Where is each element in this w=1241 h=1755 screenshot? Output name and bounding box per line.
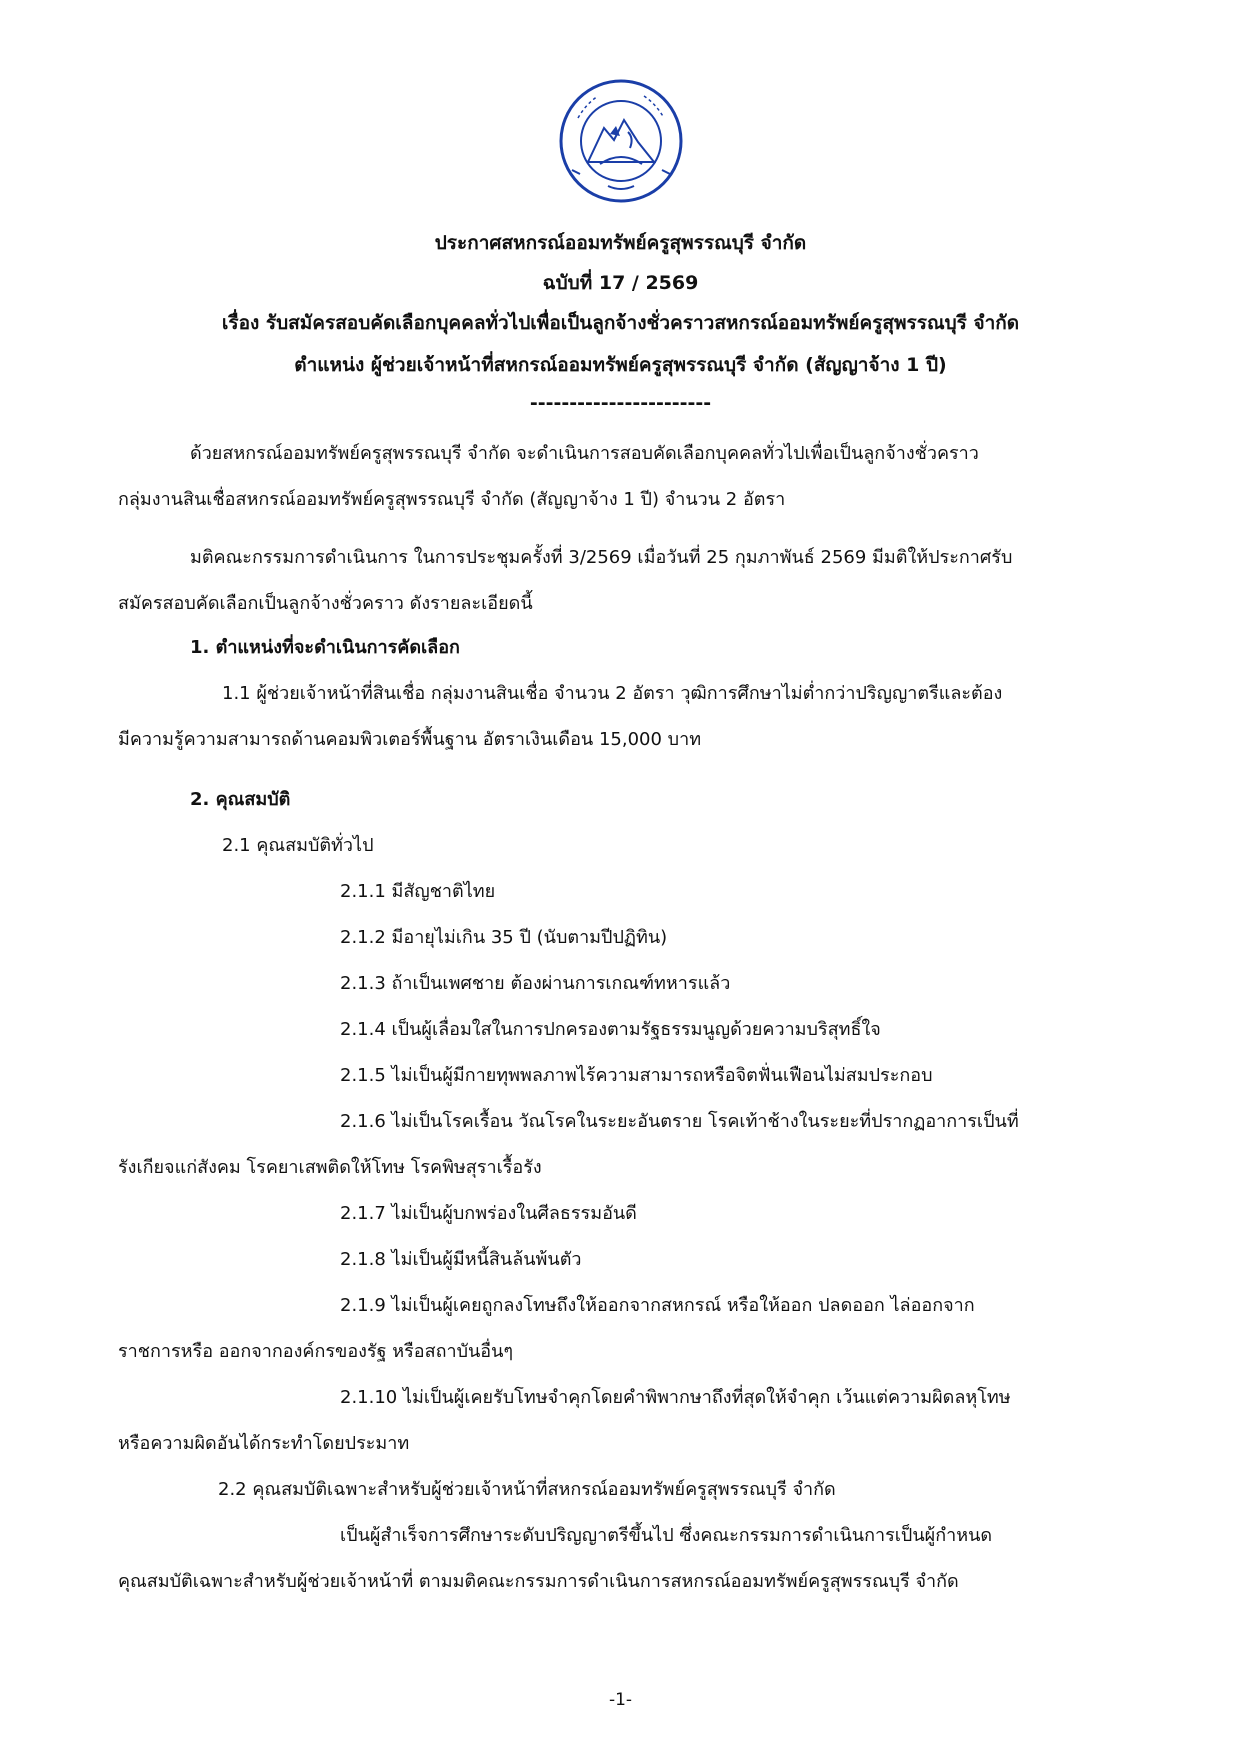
section-1-heading: 1. ตำแหน่งที่จะดำเนินการคัดเลือก: [190, 637, 460, 658]
intro-paragraph-2-line-2: สมัครสอบคัดเลือกเป็นลูกจ้างชั่วคราว ดังรายละเอียดนี้: [118, 593, 533, 614]
qualification-2-1-8: 2.1.8 ไม่เป็นผู้มีหนี้สินล้นพ้นตัว: [340, 1249, 582, 1270]
qualification-2-1-9-line-2: ราชการหรือ ออกจากองค์กรของรัฐ หรือสถาบันอื่นๆ: [118, 1341, 514, 1362]
cooperative-seal-logo: [558, 78, 684, 204]
qualification-2-1-5: 2.1.5 ไม่เป็นผู้มีกายทุพพลภาพไร้ความสามารถหรือจิตฟั่นเฟือนไม่สมประกอบ: [340, 1065, 933, 1086]
section-2-heading: 2. คุณสมบัติ: [190, 789, 291, 810]
announcement-subject: เรื่อง รับสมัครสอบคัดเลือกบุคคลทั่วไปเพื่อเป็นลูกจ้างชั่วคราวสหกรณ์ออมทรัพย์ครูสุพรรณบุรี จำกัด: [221, 312, 1020, 334]
intro-paragraph-2-line-1: มติคณะกรรมการดำเนินการ ในการประชุมครั้งที่ 3/2569 เมื่อวันที่ 25 กุมภาพันธ์ 2569 มีมติให้ประกาศรับ: [190, 547, 1013, 568]
announcement-title: ประกาศสหกรณ์ออมทรัพย์ครูสุพรรณบุรี จำกัด: [434, 232, 807, 254]
qualification-2-1-6-line-2: รังเกียจแก่สังคม โรคยาเสพติดให้โทษ โรคพิษสุราเรื้อรัง: [118, 1157, 542, 1178]
announcement-number: ฉบับที่ 17 / 2569: [542, 272, 699, 294]
qualification-2-1-3: 2.1.3 ถ้าเป็นเพศชาย ต้องผ่านการเกณฑ์ทหารแล้ว: [340, 973, 731, 994]
section-1-item-line-1: 1.1 ผู้ช่วยเจ้าหน้าที่สินเชื่อ กลุ่มงานสินเชื่อ จำนวน 2 อัตรา วุฒิการศึกษาไม่ต่ำกว่าปริญญาตรีและต้อง: [222, 683, 1003, 704]
qualification-2-1-1: 2.1.1 มีสัญชาติไทย: [340, 881, 496, 902]
intro-paragraph-1-line-1: ด้วยสหกรณ์ออมทรัพย์ครูสุพรรณบุรี จำกัด จะดำเนินการสอบคัดเลือกบุคคลทั่วไปเพื่อเป็นลูกจ้างชั่วคราว: [190, 443, 979, 464]
header-separator: -----------------------: [529, 392, 712, 414]
qualification-2-1-4: 2.1.4 เป็นผู้เลื่อมใสในการปกครองตามรัฐธรรมนูญด้วยความบริสุทธิ์ใจ: [340, 1019, 881, 1040]
qualification-2-1-6-line-1: 2.1.6 ไม่เป็นโรคเรื้อน วัณโรคในระยะอันตราย โรคเท้าช้างในระยะที่ปรากฏอาการเป็นที่: [340, 1111, 1019, 1132]
section-1-item-line-2: มีความรู้ความสามารถด้านคอมพิวเตอร์พื้นฐาน อัตราเงินเดือน 15,000 บาท: [118, 729, 702, 750]
qualification-2-1-10-line-2: หรือความผิดอันได้กระทำโดยประมาท: [118, 1433, 410, 1454]
section-2-2-heading: 2.2 คุณสมบัติเฉพาะสำหรับผู้ช่วยเจ้าหน้าที่สหกรณ์ออมทรัพย์ครูสุพรรณบุรี จำกัด: [218, 1479, 836, 1500]
qualification-2-1-7: 2.1.7 ไม่เป็นผู้บกพร่องในศีลธรรมอันดี: [340, 1203, 637, 1224]
section-2-1-heading: 2.1 คุณสมบัติทั่วไป: [222, 835, 374, 856]
qualification-2-1-9-line-1: 2.1.9 ไม่เป็นผู้เคยถูกลงโทษถึงให้ออกจากสหกรณ์ หรือให้ออก ปลดออก ไล่ออกจาก: [340, 1295, 975, 1316]
qualification-2-1-10-line-1: 2.1.10 ไม่เป็นผู้เคยรับโทษจำคุกโดยคำพิพากษาถึงที่สุดให้จำคุก เว้นแต่ความผิดลหุโทษ: [340, 1387, 1011, 1408]
section-2-2-paragraph-line-1: เป็นผู้สำเร็จการศึกษาระดับปริญญาตรีขึ้นไป ซึ่งคณะกรรมการดำเนินการเป็นผู้กำหนด: [340, 1525, 993, 1546]
announcement-position: ตำแหน่ง ผู้ช่วยเจ้าหน้าที่สหกรณ์ออมทรัพย์ครูสุพรรณบุรี จำกัด (สัญญาจ้าง 1 ปี): [294, 354, 947, 376]
section-2-2-paragraph-line-2: คุณสมบัติเฉพาะสำหรับผู้ช่วยเจ้าหน้าที่ ตามมติคณะกรรมการดำเนินการสหกรณ์ออมทรัพย์ครูสุพรรณบุรี จำกัด: [118, 1571, 959, 1592]
intro-paragraph-1-line-2: กลุ่มงานสินเชื่อสหกรณ์ออมทรัพย์ครูสุพรรณบุรี จำกัด (สัญญาจ้าง 1 ปี) จำนวน 2 อัตรา: [118, 489, 786, 510]
page-number: -1-: [608, 1690, 633, 1710]
qualification-2-1-2: 2.1.2 มีอายุไม่เกิน 35 ปี (นับตามปีปฏิทิน): [340, 927, 668, 948]
